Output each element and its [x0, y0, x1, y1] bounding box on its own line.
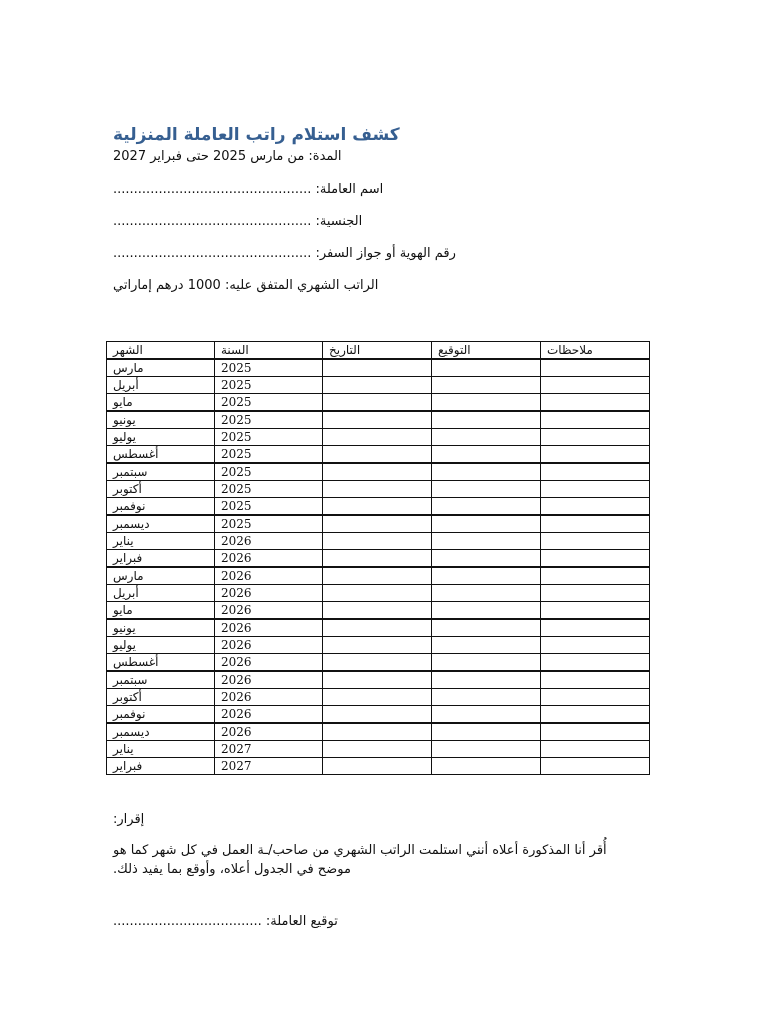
date-cell: [323, 394, 432, 412]
notes-cell: [541, 619, 650, 637]
signature-cell: [432, 533, 541, 550]
header-signature: التوقيع: [432, 342, 541, 360]
date-cell: [323, 671, 432, 689]
signature-cell: [432, 359, 541, 377]
table-row: [107, 689, 650, 706]
notes-cell: [541, 533, 650, 550]
notes-cell: [541, 515, 650, 533]
salary-line: الراتب الشهري المتفق عليه: 1000 درهم إماراتي: [113, 278, 379, 293]
signature-cell: [432, 741, 541, 758]
notes-cell: [541, 550, 650, 568]
month-cell: أبريل: [107, 377, 215, 394]
year-cell: 2026: [215, 637, 323, 654]
date-cell: [323, 550, 432, 568]
date-cell: [323, 446, 432, 464]
date-cell: [323, 637, 432, 654]
table-header-row: [107, 342, 650, 360]
signature-cell: [432, 515, 541, 533]
signature-cell: [432, 481, 541, 498]
notes-cell: [541, 567, 650, 585]
signature-cell: [432, 394, 541, 412]
header-year: السنة: [215, 342, 323, 360]
header-date: التاريخ: [323, 342, 432, 360]
period-line: المدة: من مارس 2025 حتى فبراير 2027: [113, 149, 342, 164]
notes-cell: [541, 446, 650, 464]
table-row: [107, 377, 650, 394]
year-cell: 2026: [215, 706, 323, 724]
table-row: [107, 481, 650, 498]
year-cell: 2025: [215, 411, 323, 429]
header-month: الشهر: [107, 342, 215, 360]
document-title: كشف استلام راتب العاملة المنزلية: [113, 125, 400, 145]
notes-cell: [541, 411, 650, 429]
signature-cell: [432, 411, 541, 429]
month-cell: مارس: [107, 359, 215, 377]
notes-cell: [541, 481, 650, 498]
month-cell: يوليو: [107, 637, 215, 654]
nationality-field: الجنسية: ................................................: [113, 214, 363, 229]
year-cell: 2025: [215, 463, 323, 481]
signature-cell: [432, 463, 541, 481]
month-cell: نوفمبر: [107, 498, 215, 516]
year-cell: 2025: [215, 515, 323, 533]
notes-cell: [541, 637, 650, 654]
signature-cell: [432, 654, 541, 672]
signature-cell: [432, 550, 541, 568]
salary-receipt-table: [106, 341, 650, 775]
month-cell: ديسمبر: [107, 515, 215, 533]
date-cell: [323, 741, 432, 758]
notes-cell: [541, 429, 650, 446]
month-cell: سبتمبر: [107, 671, 215, 689]
table-row: [107, 723, 650, 741]
month-cell: يناير: [107, 533, 215, 550]
year-cell: 2025: [215, 481, 323, 498]
table-row: [107, 429, 650, 446]
table-row: [107, 602, 650, 620]
month-cell: مارس: [107, 567, 215, 585]
year-cell: 2025: [215, 498, 323, 516]
notes-cell: [541, 689, 650, 706]
date-cell: [323, 654, 432, 672]
date-cell: [323, 377, 432, 394]
month-cell: أكتوبر: [107, 689, 215, 706]
signature-cell: [432, 429, 541, 446]
id-passport-field: رقم الهوية أو جواز السفر: ................................................: [113, 246, 456, 261]
year-cell: 2026: [215, 585, 323, 602]
notes-cell: [541, 394, 650, 412]
year-cell: 2025: [215, 359, 323, 377]
date-cell: [323, 515, 432, 533]
date-cell: [323, 359, 432, 377]
year-cell: 2027: [215, 758, 323, 775]
notes-cell: [541, 671, 650, 689]
year-cell: 2025: [215, 446, 323, 464]
year-cell: 2027: [215, 741, 323, 758]
signature-cell: [432, 619, 541, 637]
worker-signature-field: توقيع العاملة: ....................................: [113, 914, 338, 929]
notes-cell: [541, 463, 650, 481]
month-cell: فبراير: [107, 550, 215, 568]
table-row: [107, 359, 650, 377]
notes-cell: [541, 498, 650, 516]
table-row: [107, 741, 650, 758]
year-cell: 2026: [215, 689, 323, 706]
table-row: [107, 671, 650, 689]
date-cell: [323, 758, 432, 775]
notes-cell: [541, 585, 650, 602]
signature-cell: [432, 758, 541, 775]
signature-cell: [432, 602, 541, 620]
date-cell: [323, 619, 432, 637]
date-cell: [323, 429, 432, 446]
table-row: [107, 567, 650, 585]
signature-cell: [432, 671, 541, 689]
header-notes: ملاحظات: [541, 342, 650, 360]
month-cell: أبريل: [107, 585, 215, 602]
year-cell: 2026: [215, 619, 323, 637]
date-cell: [323, 689, 432, 706]
month-cell: يونيو: [107, 411, 215, 429]
declaration-text: أُقر أنا المذكورة أعلاه أنني استلمت الراتب الشهري من صاحب/ـة العمل في كل شهر كما هو موضح في الجدول أعلاه، وأوقع بما يفيد ذلك.: [113, 843, 607, 877]
year-cell: 2026: [215, 654, 323, 672]
date-cell: [323, 706, 432, 724]
table-row: [107, 533, 650, 550]
notes-cell: [541, 758, 650, 775]
year-cell: 2026: [215, 533, 323, 550]
month-cell: أغسطس: [107, 654, 215, 672]
year-cell: 2026: [215, 602, 323, 620]
date-cell: [323, 463, 432, 481]
table-row: [107, 585, 650, 602]
month-cell: يوليو: [107, 429, 215, 446]
signature-cell: [432, 723, 541, 741]
table-row: [107, 515, 650, 533]
table-row: [107, 706, 650, 724]
month-cell: سبتمبر: [107, 463, 215, 481]
table-row: [107, 463, 650, 481]
date-cell: [323, 602, 432, 620]
month-cell: نوفمبر: [107, 706, 215, 724]
declaration-label: إقرار:: [113, 812, 145, 827]
signature-cell: [432, 706, 541, 724]
date-cell: [323, 481, 432, 498]
month-cell: أغسطس: [107, 446, 215, 464]
table-row: [107, 758, 650, 775]
signature-cell: [432, 446, 541, 464]
table-row: [107, 498, 650, 516]
notes-cell: [541, 377, 650, 394]
notes-cell: [541, 359, 650, 377]
year-cell: 2026: [215, 671, 323, 689]
month-cell: ديسمبر: [107, 723, 215, 741]
date-cell: [323, 723, 432, 741]
table-row: [107, 619, 650, 637]
signature-cell: [432, 689, 541, 706]
year-cell: 2026: [215, 723, 323, 741]
month-cell: مايو: [107, 602, 215, 620]
month-cell: مايو: [107, 394, 215, 412]
table-row: [107, 394, 650, 412]
month-cell: فبراير: [107, 758, 215, 775]
signature-cell: [432, 498, 541, 516]
date-cell: [323, 533, 432, 550]
notes-cell: [541, 706, 650, 724]
month-cell: يناير: [107, 741, 215, 758]
notes-cell: [541, 654, 650, 672]
date-cell: [323, 567, 432, 585]
year-cell: 2026: [215, 567, 323, 585]
table-row: [107, 411, 650, 429]
notes-cell: [541, 602, 650, 620]
year-cell: 2025: [215, 429, 323, 446]
year-cell: 2026: [215, 550, 323, 568]
year-cell: 2025: [215, 394, 323, 412]
worker-name-field: اسم العاملة: ................................................: [113, 182, 384, 197]
table-row: [107, 637, 650, 654]
year-cell: 2025: [215, 377, 323, 394]
notes-cell: [541, 723, 650, 741]
notes-cell: [541, 741, 650, 758]
signature-cell: [432, 377, 541, 394]
month-cell: يونيو: [107, 619, 215, 637]
date-cell: [323, 585, 432, 602]
signature-cell: [432, 567, 541, 585]
date-cell: [323, 498, 432, 516]
table-row: [107, 654, 650, 672]
table-row: [107, 446, 650, 464]
month-cell: أكتوبر: [107, 481, 215, 498]
signature-cell: [432, 637, 541, 654]
date-cell: [323, 411, 432, 429]
signature-cell: [432, 585, 541, 602]
table-row: [107, 550, 650, 568]
